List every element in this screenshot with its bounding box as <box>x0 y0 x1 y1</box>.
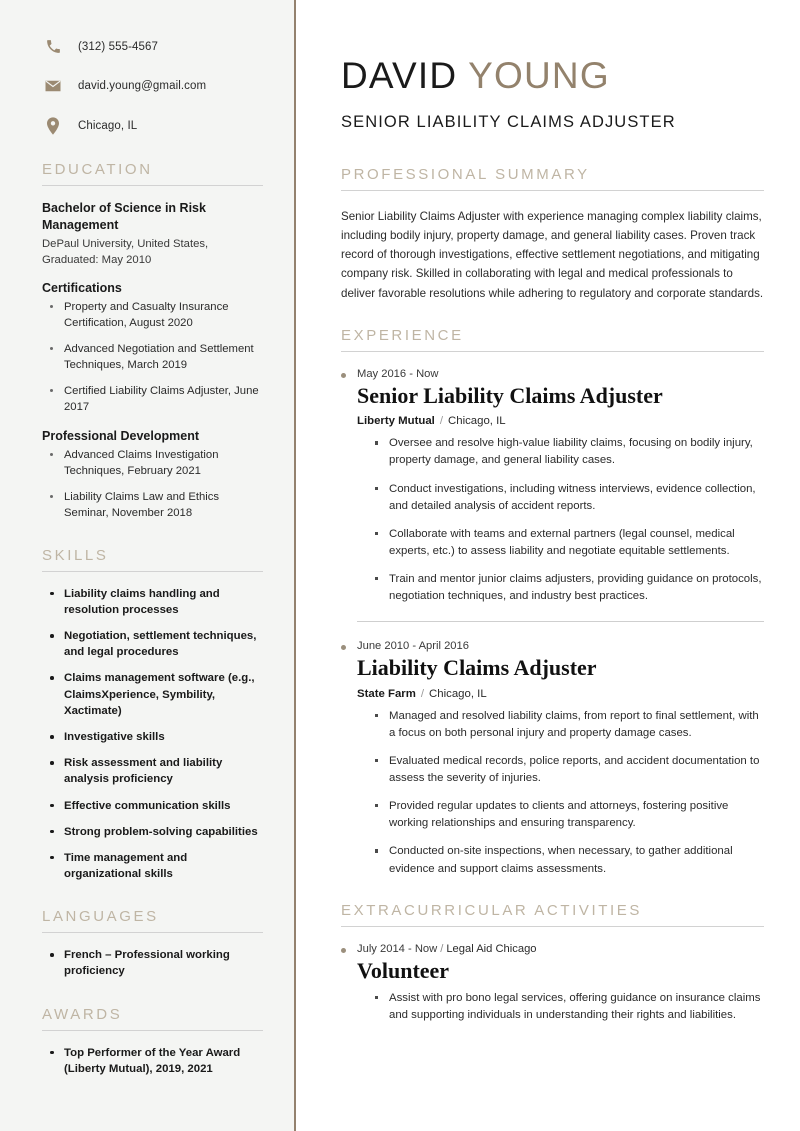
list-item: Conducted on-site inspections, when necessary, to gather additional evidence and support claims assessments. <box>375 843 764 877</box>
entry-date-text: July 2014 - Now <box>357 942 438 955</box>
list-item: Time management and organizational skills <box>46 850 263 882</box>
list-item: Liability claims handling and resolution processes <box>46 586 263 618</box>
duties-list <box>375 708 764 878</box>
list-item: Provided regular updates to clients and attorneys, fostering positive working relationships and ensuring transparency. <box>375 798 764 832</box>
degree-title: Bachelor of Science in Risk Management <box>42 201 206 232</box>
entry-role: Volunteer <box>357 957 450 983</box>
certifications-list <box>46 299 263 415</box>
main-content <box>295 0 800 1131</box>
development-heading: Professional Development <box>42 428 199 443</box>
list-item: Claims management software (e.g., ClaimsXperience, Symbility, Xactimate) <box>46 670 263 719</box>
experience-entry <box>341 640 764 877</box>
development-list <box>46 447 263 521</box>
extracurricular-heading: EXTRACURRICULAR ACTIVITIES <box>341 901 642 919</box>
job-title: SENIOR LIABILITY CLAIMS ADJUSTER <box>341 112 676 131</box>
entry-company: State Farm <box>357 687 416 700</box>
list-item: Evaluated medical records, police reports, and accident documentation to assess the severity of injuries. <box>375 753 764 787</box>
list-item: Certified Liability Claims Adjuster, June 2017 <box>46 383 263 415</box>
languages-rule <box>42 932 263 933</box>
section-awards <box>42 1006 263 1077</box>
list-item: Oversee and resolve high-value liability claims, focusing on bodily injury, property damage, and general liability cases. <box>375 435 764 469</box>
entry-company-line <box>357 415 764 427</box>
list-item: Risk assessment and liability analysis proficiency <box>46 755 263 787</box>
certifications-heading: Certifications <box>42 281 122 296</box>
duties-list <box>375 435 764 605</box>
awards-rule <box>42 1030 263 1031</box>
summary-text: Senior Liability Claims Adjuster with experience managing complex liability claims, including bodily injury, property damage, and general liability cases. Proven track record of thorough investigations, effective settlement negotiations, and mitigating company risk. Skilled in collaborating with legal and medical professionals to deliver favorable resolutions while adhering to regulatory and corporate standards. <box>341 209 764 300</box>
school-text: DePaul University, United States, Graduated: May 2010 <box>42 238 209 267</box>
contact-email <box>42 77 263 95</box>
list-item: Effective communication skills <box>46 798 263 814</box>
skills-list <box>46 586 263 883</box>
section-experience <box>341 327 764 878</box>
entry-company-line <box>357 688 764 700</box>
list-item: Top Performer of the Year Award (Liberty Mutual), 2019, 2021 <box>46 1045 263 1077</box>
languages-heading: LANGUAGES <box>42 908 159 926</box>
list-item: French – Professional working proficiency <box>46 947 263 979</box>
contact-location <box>42 117 263 135</box>
phone-text: (312) 555-4567 <box>78 40 159 53</box>
section-languages <box>42 908 263 979</box>
entry-separator <box>357 621 764 622</box>
entry-role: Liability Claims Adjuster <box>357 655 597 681</box>
list-item: Liability Claims Law and Ethics Seminar, November 2018 <box>46 489 263 521</box>
awards-heading: AWARDS <box>42 1005 123 1023</box>
vertical-divider <box>294 0 296 1131</box>
email-text: david.young@gmail.com <box>78 80 207 92</box>
list-item: Property and Casualty Insurance Certification, August 2020 <box>46 299 263 331</box>
skills-rule <box>42 571 263 572</box>
extracurricular-entry <box>341 943 764 1025</box>
contact-phone <box>42 38 263 55</box>
entry-date <box>341 943 764 955</box>
entry-role: Senior Liability Claims Adjuster <box>357 382 663 408</box>
separator: / <box>439 415 444 428</box>
summary-rule <box>341 190 764 191</box>
last-name: YOUNG <box>468 55 610 96</box>
entry-location: Chicago, IL <box>429 687 487 700</box>
list-item: Investigative skills <box>46 729 263 745</box>
entry-location: Chicago, IL <box>448 415 506 428</box>
duties-list <box>375 990 764 1024</box>
separator: / <box>420 687 425 700</box>
entry-date: June 2010 - April 2016 <box>341 640 764 652</box>
list-item: Collaborate with teams and external partners (legal counsel, medical experts, etc.) to assess liability and negotiate equitable settlements. <box>375 526 764 560</box>
list-item: Managed and resolved liability claims, from report to final settlement, with a focus on both personal injury and property damage cases. <box>375 708 764 742</box>
separator: / <box>440 942 444 955</box>
location-text: Chicago, IL <box>78 120 138 132</box>
summary-heading: PROFESSIONAL SUMMARY <box>341 165 590 183</box>
experience-entry <box>341 368 764 605</box>
list-item: Conduct investigations, including witness interviews, evidence collection, and detailed analysis of accident reports. <box>375 481 764 515</box>
section-skills <box>42 547 263 883</box>
education-heading: EDUCATION <box>42 161 153 178</box>
entry-date: May 2016 - Now <box>341 368 764 380</box>
section-summary <box>341 166 764 303</box>
extracurricular-rule <box>341 926 764 927</box>
languages-list <box>46 947 263 979</box>
location-icon <box>42 117 64 135</box>
list-item: Strong problem-solving capabilities <box>46 824 263 840</box>
phone-icon <box>42 38 64 55</box>
list-item: Advanced Negotiation and Settlement Techniques, March 2019 <box>46 341 263 373</box>
list-item: Advanced Claims Investigation Techniques, February 2021 <box>46 447 263 479</box>
list-item: Negotiation, settlement techniques, and legal procedures <box>46 628 263 660</box>
email-icon <box>42 77 64 95</box>
page-title <box>341 56 764 97</box>
awards-list <box>46 1045 263 1077</box>
education-rule <box>42 185 263 186</box>
experience-heading: EXPERIENCE <box>341 326 464 344</box>
list-item: Assist with pro bono legal services, offering guidance on insurance claims and supporting individuals in understanding their rights and liabilities. <box>375 990 764 1024</box>
entry-company: Liberty Mutual <box>357 415 435 428</box>
skills-heading: SKILLS <box>42 546 109 564</box>
list-item: Train and mentor junior claims adjusters, providing guidance on protocols, negotiation techniques, and industry best practices. <box>375 571 764 605</box>
entry-organization: Legal Aid Chicago <box>446 942 537 955</box>
sidebar <box>0 0 295 1131</box>
section-education <box>42 161 263 521</box>
first-name: DAVID <box>341 55 458 96</box>
experience-rule <box>341 351 764 352</box>
section-extracurricular <box>341 902 764 1025</box>
